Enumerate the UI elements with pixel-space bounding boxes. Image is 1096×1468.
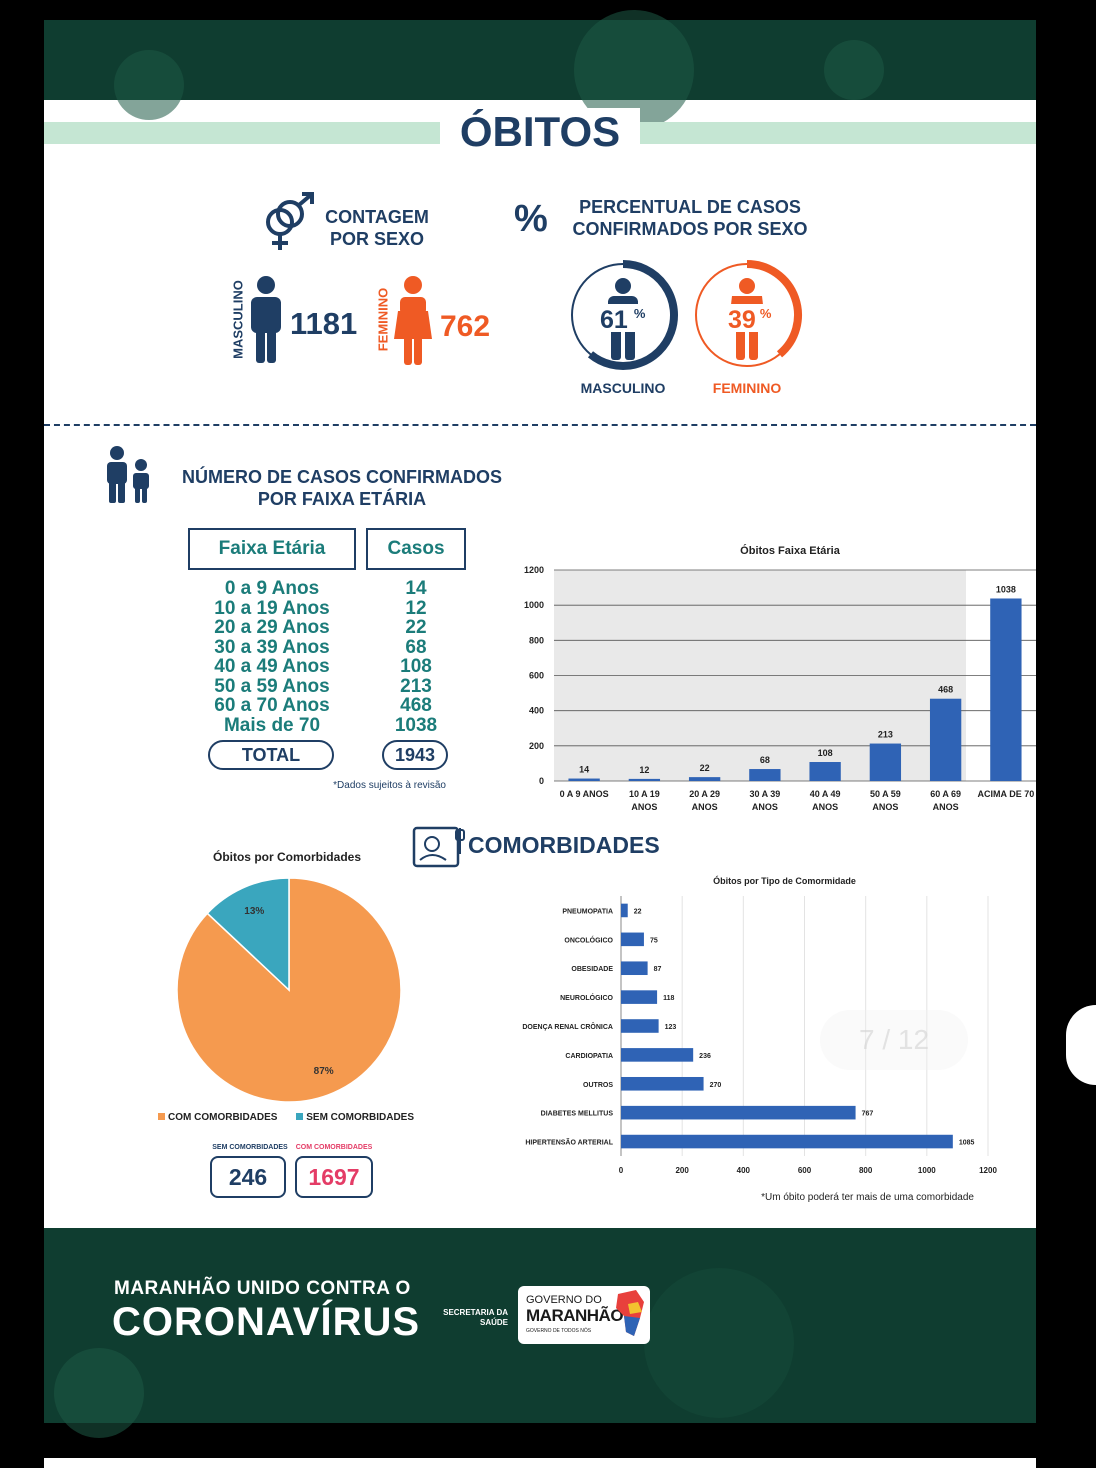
- x-tick-label: 20 A 29 ANOS: [689, 789, 721, 812]
- bar: [990, 598, 1021, 781]
- x-tick-label: 1000: [917, 1166, 936, 1175]
- age-range-list: [188, 579, 356, 735]
- bar: [809, 762, 840, 781]
- comorbidity-note: *Um óbito poderá ter mais de uma comorbidade: [761, 1192, 974, 1203]
- y-tick-label: DOENÇA RENAL CRÔNICA: [522, 1024, 613, 1031]
- y-tick-label: NEUROLÓGICO: [560, 995, 613, 1003]
- x-tick-label: 60 A 69 ANOS: [930, 789, 962, 812]
- bar: [930, 699, 961, 781]
- legend-swatch-without: [296, 1113, 303, 1120]
- age-heading: NÚMERO DE CASOS CONFIRMADOS POR FAIXA ETÁRIA: [181, 467, 502, 509]
- bar-value-label: 75: [649, 937, 658, 945]
- bar: [870, 744, 901, 781]
- chart-title: Óbitos por Tipo de Comormidade: [713, 876, 856, 886]
- x-tick-label: 0: [618, 1166, 624, 1175]
- bar-value-label: 22: [633, 908, 642, 916]
- bar-value-label: 108: [817, 748, 833, 759]
- bar: [621, 1106, 856, 1120]
- age-range: 0 a 9 Anos: [224, 578, 320, 599]
- with-comorb-value: 1697: [295, 1156, 373, 1198]
- without-comorb-label: SEM COMORBIDADES: [212, 1144, 288, 1151]
- cases-col-header: Casos: [366, 528, 466, 570]
- bar: [689, 777, 720, 781]
- page-indicator-overlay: 7 / 12: [820, 1010, 968, 1070]
- section-divider: [44, 424, 1036, 426]
- y-tick-label: 800: [528, 635, 544, 646]
- x-tick-label: 800: [858, 1166, 873, 1175]
- case-count: 1038: [394, 714, 438, 736]
- y-tick-label: 600: [528, 670, 544, 681]
- x-tick-label: 0 A 9 ANOS: [559, 789, 609, 799]
- government-logo: GOVERNO DO MARANHÃO GOVERNO DE TODOS NÓS: [518, 1286, 650, 1344]
- y-tick-label: OBESIDADE: [571, 966, 613, 974]
- bar-value-label: 767: [861, 1110, 874, 1118]
- total-label: TOTAL: [208, 740, 334, 770]
- y-tick-label: 0: [538, 776, 544, 786]
- bar-value-label: 123: [664, 1024, 677, 1031]
- footer: [44, 1228, 1036, 1423]
- side-handle[interactable]: [1066, 1005, 1096, 1085]
- bar: [621, 1077, 704, 1091]
- bar: [621, 933, 644, 947]
- bar: [621, 1048, 693, 1062]
- pie-value-label: 87%: [313, 1066, 334, 1078]
- pie-legend: COM COMORBIDADES SEM COMORBIDADES: [158, 1112, 414, 1123]
- x-tick-label: 600: [797, 1166, 812, 1175]
- y-tick-label: CARDIOPATIA: [565, 1052, 613, 1060]
- bar: [621, 1019, 659, 1033]
- case-count-list: [366, 579, 466, 735]
- infographic-page: [44, 20, 1036, 1423]
- age-range: 40 a 49 Anos: [214, 656, 330, 677]
- x-tick-label: 30 A 39 ANOS: [749, 789, 781, 812]
- virus-decoration: [644, 1268, 794, 1418]
- pie-title: Óbitos por Comorbidades: [212, 850, 361, 864]
- male-percent-value: 61 %: [600, 306, 646, 334]
- comorbidity-pie-chart: [164, 870, 414, 1110]
- comorbidities-heading: COMORBIDADES: [468, 832, 660, 858]
- legend-swatch-with: [158, 1113, 165, 1120]
- x-tick-label: 200: [675, 1166, 689, 1175]
- bar-value-label: 468: [938, 684, 954, 695]
- bar-value-label: 118: [663, 995, 675, 1003]
- pie-value-label: 13%: [244, 905, 265, 917]
- y-tick-label: ONCOLÓGICO: [564, 937, 613, 945]
- male-count-value: 1181: [290, 306, 358, 341]
- bar: [621, 961, 648, 975]
- case-count: 22: [405, 617, 427, 638]
- total-value: 1943: [382, 740, 448, 770]
- hospital-bed-icon: [412, 824, 468, 868]
- percent-symbol-icon: %: [514, 198, 548, 240]
- footer-coronavirus: CORONAVÍRUS: [112, 1300, 421, 1344]
- male-person-icon: [247, 275, 285, 365]
- y-tick-label: OUTROS: [583, 1081, 613, 1089]
- male-label: MASCULINO: [230, 280, 246, 359]
- case-count: 12: [405, 597, 427, 619]
- bar-value-label: 87: [653, 966, 662, 974]
- age-range: 10 a 19 Anos: [214, 597, 330, 619]
- bar: [629, 779, 660, 781]
- female-label: FEMININO: [375, 287, 391, 352]
- age-range: 30 a 39 Anos: [214, 636, 330, 658]
- female-count-value: 762: [440, 310, 491, 343]
- y-tick-label: 200: [528, 740, 544, 751]
- with-comorb-label: COM COMORBIDADES: [295, 1144, 373, 1151]
- case-count: 14: [405, 578, 427, 599]
- bar-value-label: 12: [639, 764, 650, 775]
- x-tick-label: 50 A 59 ANOS: [869, 789, 901, 812]
- x-tick-label: 1200: [979, 1166, 997, 1175]
- female-person-icon: [392, 275, 434, 367]
- case-count: 108: [400, 656, 432, 677]
- case-count: 213: [400, 675, 432, 697]
- bar-value-label: 1085: [958, 1139, 975, 1147]
- case-count: 468: [400, 695, 432, 716]
- male-percent-label: MASCULINO: [580, 380, 666, 396]
- x-tick-label: 10 A 19 ANOS: [628, 789, 660, 812]
- secretaria-label: SECRETARIA DA SAÚDE: [443, 1308, 508, 1327]
- y-tick-label: HIPERTENSÃO ARTERIAL: [525, 1139, 613, 1147]
- age-col-header: Faixa Etária: [188, 528, 356, 570]
- bar: [621, 1135, 953, 1149]
- without-comorb-value: 246: [210, 1156, 286, 1198]
- bar: [621, 990, 657, 1004]
- state-map-icon: [614, 1288, 648, 1340]
- bar: [568, 779, 599, 781]
- revision-note: *Dados sujeitos à revisão: [333, 780, 446, 791]
- age-range: 60 a 70 Anos: [214, 695, 330, 716]
- bar-value-label: 236: [699, 1052, 711, 1060]
- page-title: ÓBITOS: [44, 108, 1036, 156]
- age-range: 20 a 29 Anos: [214, 617, 330, 638]
- gender-symbol-icon: [260, 192, 316, 252]
- bar-value-label: 1038: [995, 584, 1016, 595]
- bar-value-label: 213: [877, 729, 893, 740]
- x-tick-label: 400: [736, 1166, 751, 1175]
- x-tick-label: 40 A 49 ANOS: [809, 789, 841, 812]
- family-icon: [104, 445, 154, 505]
- footer-slogan: MARANHÃO UNIDO CONTRA O: [114, 1278, 411, 1299]
- case-count: 68: [405, 636, 427, 658]
- next-page-edge: [44, 1458, 1036, 1468]
- y-tick-label: 1200: [523, 565, 544, 575]
- y-tick-label: PNEUMOPATIA: [562, 908, 613, 916]
- bar: [621, 904, 628, 918]
- bar-value-label: 14: [579, 764, 590, 775]
- female-percent-label: FEMININO: [712, 380, 782, 396]
- age-bar-chart: [472, 520, 1035, 812]
- bar-value-label: 68: [759, 755, 770, 766]
- bar-value-label: 22: [699, 763, 710, 774]
- x-tick-label: ACIMA DE 70: [977, 789, 1035, 799]
- y-tick-label: DIABETES MELLITUS: [540, 1110, 613, 1118]
- header-band: [44, 20, 1036, 100]
- chart-title: Óbitos Faixa Etária: [740, 545, 840, 557]
- bar-value-label: 270: [709, 1081, 722, 1089]
- bar: [749, 769, 780, 781]
- y-tick-label: 400: [528, 705, 544, 716]
- female-percent-value: 39 %: [728, 306, 772, 334]
- sex-count-heading: CONTAGEM POR SEXO: [325, 207, 429, 249]
- age-range: Mais de 70: [223, 714, 321, 736]
- y-tick-label: 1000: [523, 600, 544, 611]
- sex-percent-heading: PERCENTUAL DE CASOS CONFIRMADOS POR SEXO: [572, 197, 808, 239]
- virus-decoration: [824, 40, 884, 100]
- virus-decoration: [54, 1348, 144, 1438]
- age-range: 50 a 59 Anos: [214, 675, 330, 697]
